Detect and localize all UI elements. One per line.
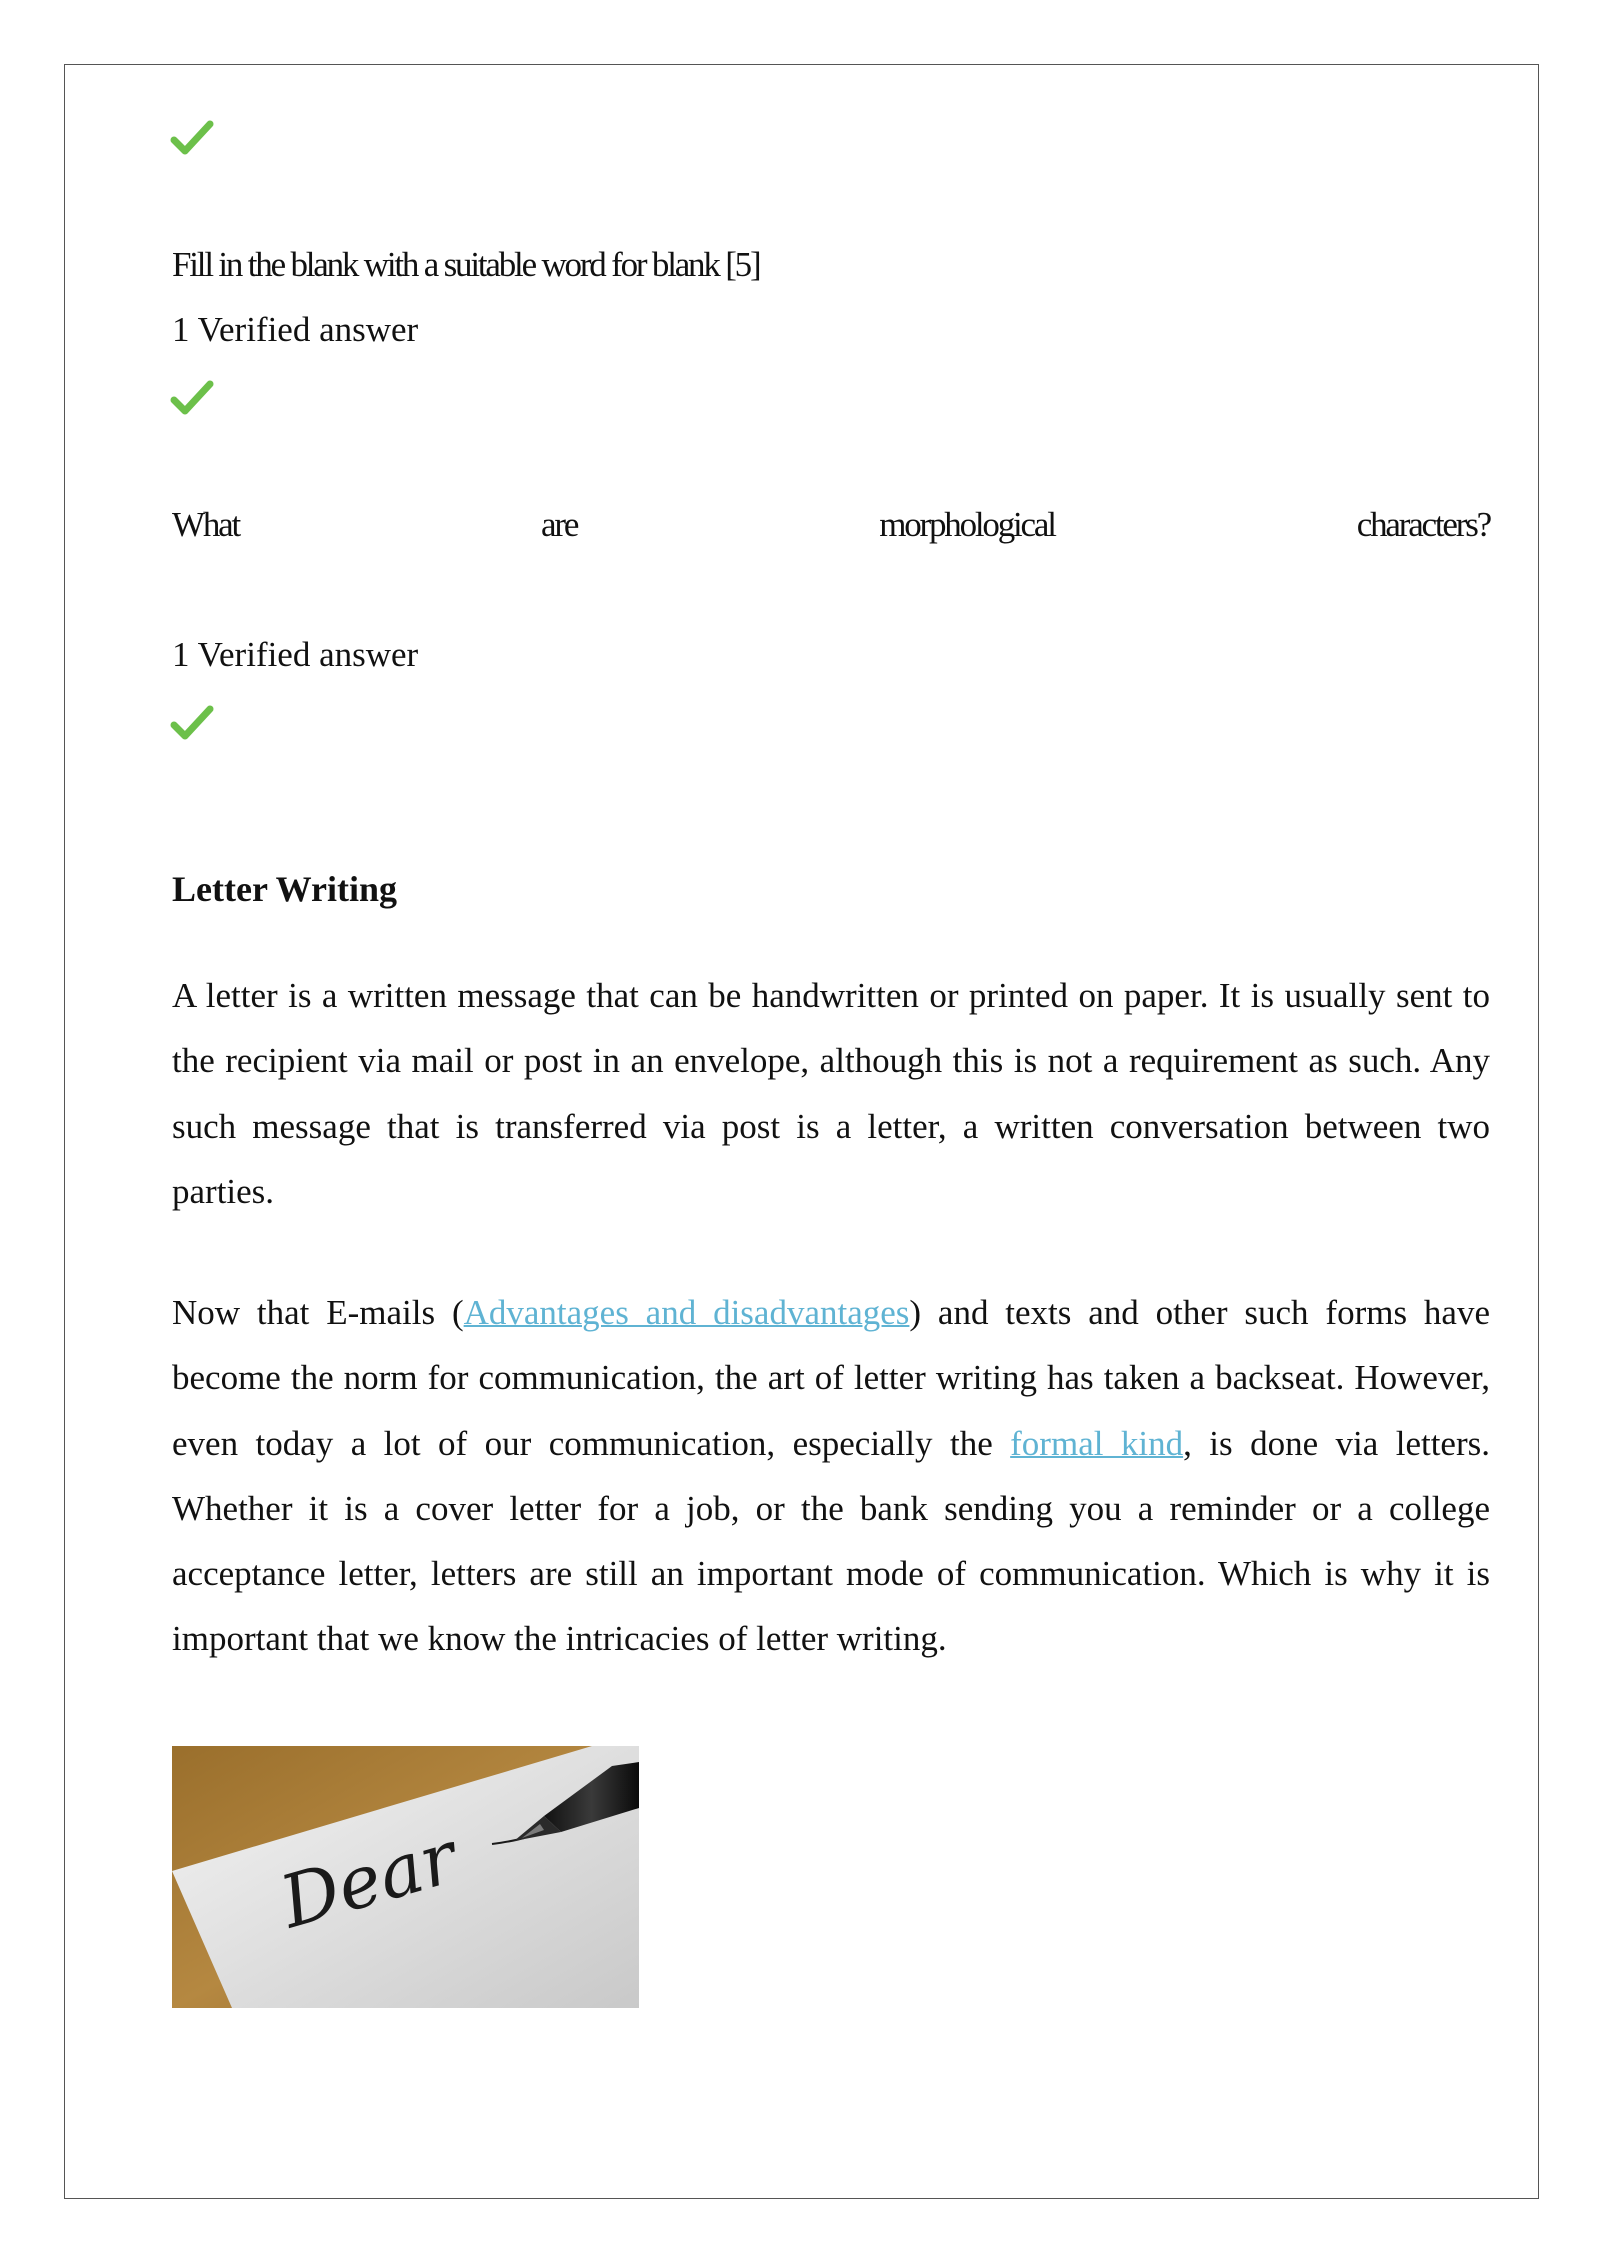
verified-answer-count[interactable]: 1 Verified answer [172, 310, 419, 349]
paragraph-text: ) and texts and other such forms have become the norm for communication, the art of letter writing has taken a backseat. However, even today a lot of our communication, especially the [172, 1293, 1490, 1463]
letter-writing-image [172, 1746, 639, 2008]
question-fill-blank[interactable]: Fill in the blank with a suitable word for blank [5] [172, 245, 760, 284]
check-mark-icon [170, 378, 214, 418]
image-handwriting: Dear [271, 1814, 466, 1945]
paragraph-text: Now that E-mails ( [172, 1293, 464, 1332]
advantages-disadvantages-link[interactable]: Advantages and disadvantages [463, 1293, 910, 1332]
question-morphological[interactable] [172, 505, 1490, 545]
verified-answer-count[interactable]: 1 Verified answer [172, 635, 419, 674]
question-word: characters? [1356, 505, 1490, 544]
question-word: What [172, 505, 239, 544]
check-mark-icon [170, 118, 214, 158]
question-word: are [541, 505, 578, 544]
check-mark-icon [170, 703, 214, 743]
paragraph-letter-definition: A letter is a written message that can be handwritten or printed on paper. It is usually sent to the recipient via mail or post in an envelope, although this is not a requirement as such. Any such message that is transferred via post is a letter, a written conversation between two parties. [172, 976, 1490, 1211]
paragraph-text: , is done via letters. Whether it is a cover letter for a job, or the bank sending you a reminder or a college acceptance letter, letters are still an important mode of communication. Which is why it is important that we know the intricacies of letter writing. [172, 1423, 1490, 1659]
paragraph-email-letters [172, 1280, 1490, 1672]
section-heading: Letter Writing [172, 869, 397, 909]
formal-kind-link[interactable]: formal kind [1010, 1423, 1184, 1463]
question-word: morphological [879, 505, 1055, 544]
